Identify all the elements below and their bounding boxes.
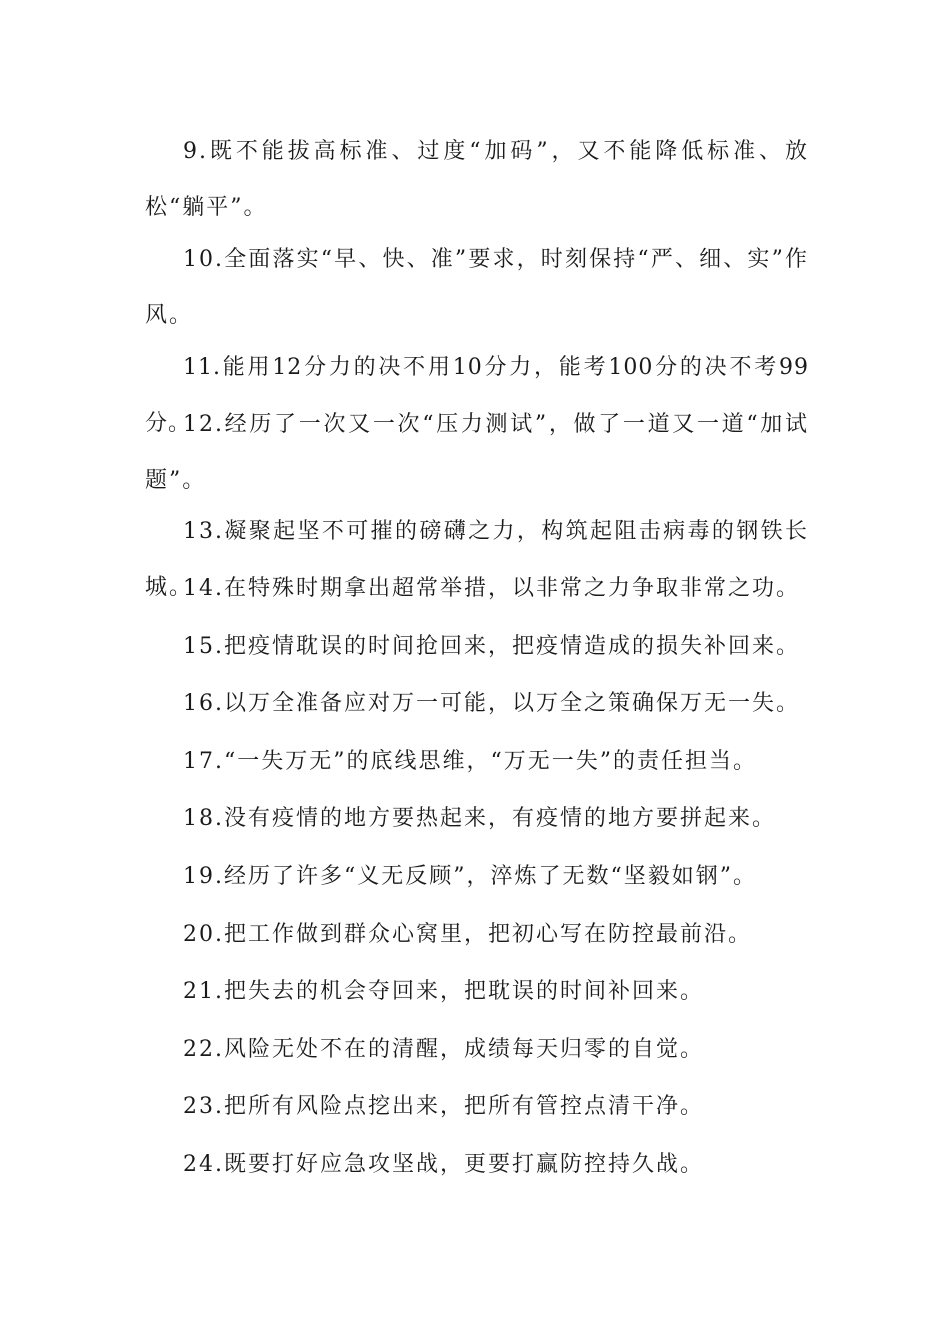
paragraph-17: 17.“一失万无”的底线思维，“万无一失”的责任担当。 — [183, 749, 757, 774]
paragraph-18: 18.没有疫情的地方要热起来，有疫情的地方要拼起来。 — [183, 806, 776, 831]
paragraph-11: 11.能用12分力的决不用10分力，能考100分的决不考99分。 — [145, 355, 809, 436]
paragraph-13: 13.凝聚起坚不可摧的磅礴之力，构筑起阻击病毒的钢铁长城。 — [145, 519, 809, 600]
paragraph-16: 16.以万全准备应对万一可能，以万全之策确保万无一失。 — [183, 691, 800, 716]
paragraph-14: 14.在特殊时期拿出超常举措，以非常之力争取非常之功。 — [183, 576, 800, 601]
paragraph-15: 15.把疫情耽误的时间抢回来，把疫情造成的损失补回来。 — [183, 634, 800, 659]
paragraph-21: 21.把失去的机会夺回来，把耽误的时间补回来。 — [183, 979, 704, 1004]
paragraph-9: 9.既不能拔高标准、过度“加码”，又不能降低标准、放松“躺平”。 — [145, 139, 809, 220]
paragraph-22: 22.风险无处不在的清醒，成绩每天归零的自觉。 — [183, 1037, 704, 1062]
paragraph-23: 23.把所有风险点挖出来，把所有管控点清干净。 — [183, 1094, 704, 1119]
paragraph-10: 10.全面落实“早、快、准”要求，时刻保持“严、细、实”作风。 — [145, 247, 809, 328]
paragraph-24: 24.既要打好应急攻坚战，更要打赢防控持久战。 — [183, 1152, 704, 1177]
paragraph-19: 19.经历了许多“义无反顾”，淬炼了无数“坚毅如钢”。 — [183, 864, 757, 889]
paragraph-12: 12.经历了一次又一次“压力测试”，做了一道又一道“加试题”。 — [145, 412, 809, 493]
paragraph-20: 20.把工作做到群众心窝里，把初心写在防控最前沿。 — [183, 922, 752, 947]
